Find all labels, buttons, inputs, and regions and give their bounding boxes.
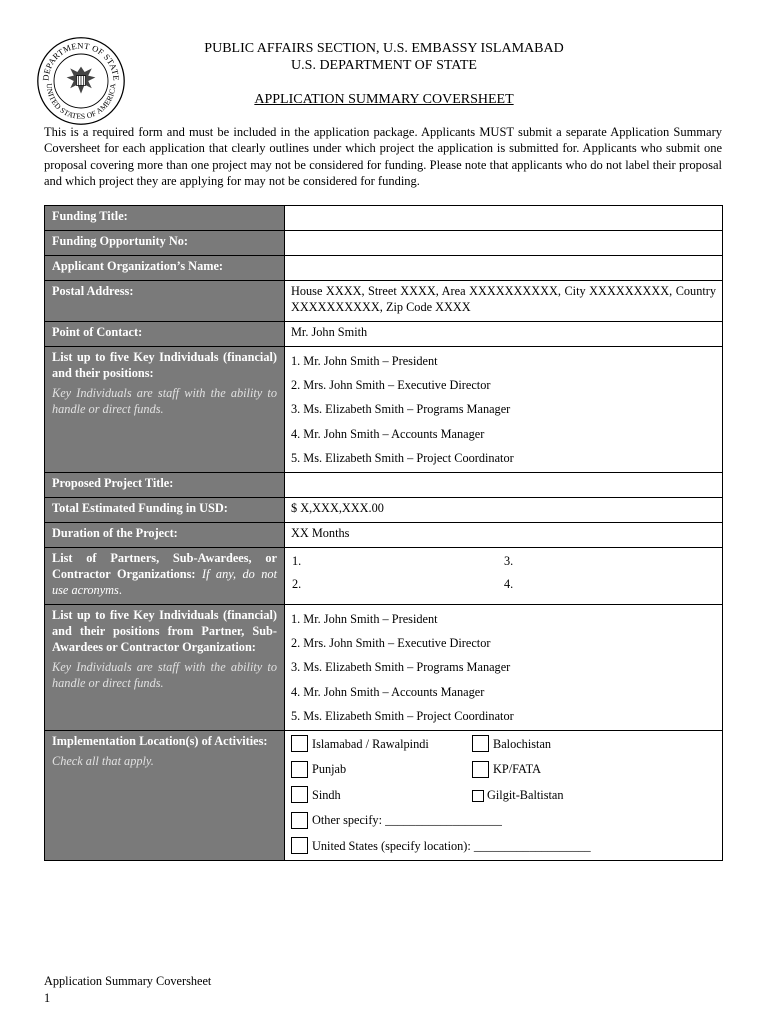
page-title: APPLICATION SUMMARY COVERSHEET	[254, 92, 514, 107]
locations-label: Implementation Location(s) of Activities:	[52, 734, 268, 749]
checkbox-icon	[472, 790, 484, 802]
point-of-contact-field[interactable]: Mr. John Smith	[285, 322, 723, 347]
key-individual-item: 1. Mr. John Smith – President	[291, 354, 438, 368]
project-title-label: Proposed Project Title:	[45, 473, 285, 498]
point-of-contact-label: Point of Contact:	[45, 322, 285, 347]
partner-individual-item: 4. Mr. John Smith – Accounts Manager	[291, 684, 485, 699]
location-punjab-checkbox[interactable]	[291, 761, 472, 778]
key-individuals-field[interactable]	[285, 347, 723, 473]
checkbox-icon	[291, 761, 308, 778]
partner-item: 2.	[292, 577, 302, 592]
partner-individual-item: 2. Mrs. John Smith – Executive Director	[291, 636, 491, 651]
partners-note-end: .	[118, 583, 122, 598]
location-kp-fata-label: KP/FATA	[493, 762, 541, 777]
location-other-checkbox[interactable]	[291, 812, 502, 829]
locations-note: Check all that apply.	[52, 754, 154, 769]
location-other-label: Other specify: ___________________	[312, 813, 502, 828]
header-department: U.S. DEPARTMENT OF STATE	[291, 58, 477, 73]
location-balochistan-label: Balochistan	[493, 736, 552, 751]
partners-field[interactable]	[285, 548, 723, 605]
key-individual-item: 2. Mrs. John Smith – Executive Director	[291, 378, 491, 393]
location-balochistan-checkbox[interactable]	[472, 735, 551, 752]
location-kp-fata-checkbox[interactable]	[472, 761, 541, 778]
postal-address-field[interactable]: House XXXX, Street XXXX, Area XXXXXXXXXX, City XXXXXXXXX, Country XXXXXXXXXX, Zip Code XXXX	[285, 281, 723, 322]
key-individual-item: 4. Mr. John Smith – Accounts Manager	[291, 426, 485, 441]
org-name-label: Applicant Organization’s Name:	[45, 256, 285, 281]
duration-field[interactable]: XX Months	[285, 523, 723, 548]
location-punjab-label: Punjab	[312, 762, 347, 777]
total-funding-label: Total Estimated Funding in USD:	[45, 498, 285, 523]
location-sindh-checkbox[interactable]	[291, 786, 472, 803]
checkbox-icon	[291, 812, 308, 829]
project-title-field[interactable]	[285, 473, 723, 498]
partner-item: 1.	[292, 554, 302, 569]
checkbox-icon	[291, 735, 308, 752]
partner-individual-item: 3. Ms. Elizabeth Smith – Programs Manager	[291, 660, 511, 675]
locations-field	[285, 731, 723, 861]
page-number: 1	[44, 991, 51, 1005]
footer-label: Application Summary Coversheet	[44, 974, 212, 988]
partner-key-individuals-label-cell	[45, 605, 285, 731]
partners-note: If any, do not use acronyms	[52, 567, 277, 598]
funding-opportunity-label: Funding Opportunity No:	[45, 231, 285, 256]
funding-title-label: Funding Title:	[45, 206, 285, 231]
duration-label: Duration of the Project:	[45, 523, 285, 548]
partner-key-individuals-field[interactable]	[285, 605, 723, 731]
key-individuals-label: List up to five Key Individuals (financial) and their positions:	[52, 350, 277, 380]
org-name-field[interactable]	[285, 256, 723, 281]
location-us-checkbox[interactable]	[291, 837, 591, 854]
location-islamabad-checkbox[interactable]	[291, 735, 472, 752]
checkbox-icon	[472, 761, 489, 778]
key-individuals-note: Key Individuals are staff with the ability to handle or direct funds.	[52, 386, 277, 416]
partner-individual-item: 5. Ms. Elizabeth Smith – Project Coordinator	[291, 708, 514, 723]
seal-bottom-text: UNITED STATES OF AMERICA	[44, 83, 118, 121]
location-islamabad-label: Islamabad / Rawalpindi	[312, 736, 429, 751]
location-gilgit-checkbox[interactable]	[472, 787, 564, 803]
location-gilgit-label: Gilgit-Baltistan	[487, 787, 564, 802]
checkbox-icon	[291, 837, 308, 854]
partner-key-individuals-note: Key Individuals are staff with the ability to handle or direct funds.	[52, 660, 277, 691]
key-individual-item: 3. Ms. Elizabeth Smith – Programs Manager	[291, 402, 511, 417]
intro-paragraph: This is a required form and must be included in the application package. Applicants MUST submit a separate Application Summary Coversheet for each application that clearly outlines under which project the application is submitted for. Applicants who submit one proposal covering more than one project may not be considered for funding. Please note that applicants who do not label their proposal and which project they are applying for may not be considered for funding.	[44, 125, 722, 189]
locations-label-cell	[45, 731, 285, 861]
partner-item: 3.	[504, 554, 514, 569]
location-sindh-label: Sindh	[312, 787, 341, 802]
total-funding-field[interactable]: $ X,XXX,XXX.00	[285, 498, 723, 523]
partner-key-individuals-label: List up to five Key Individuals (financial) and their positions from Partner, Sub-Awardees or Contractor Organization:	[52, 608, 277, 655]
partner-individual-item: 1. Mr. John Smith – President	[291, 612, 438, 627]
coversheet-form	[44, 205, 723, 861]
key-individual-item: 5. Ms. Elizabeth Smith – Project Coordinator	[291, 450, 514, 465]
partners-label: List of Partners, Sub-Awardees, or Contractor Organizations:	[52, 551, 277, 582]
checkbox-icon	[291, 786, 308, 803]
funding-opportunity-field[interactable]	[285, 231, 723, 256]
funding-title-field[interactable]	[285, 206, 723, 231]
partners-label-cell	[45, 548, 285, 605]
seal-top-text: DEPARTMENT OF STATE	[40, 40, 122, 82]
header-section: PUBLIC AFFAIRS SECTION, U.S. EMBASSY ISLAMABAD	[204, 41, 564, 56]
location-us-label: United States (specify location): ___________________	[312, 838, 591, 853]
checkbox-icon	[472, 735, 489, 752]
key-individuals-label-cell	[45, 347, 285, 473]
postal-address-label: Postal Address:	[45, 281, 285, 322]
partner-item: 4.	[504, 577, 514, 592]
